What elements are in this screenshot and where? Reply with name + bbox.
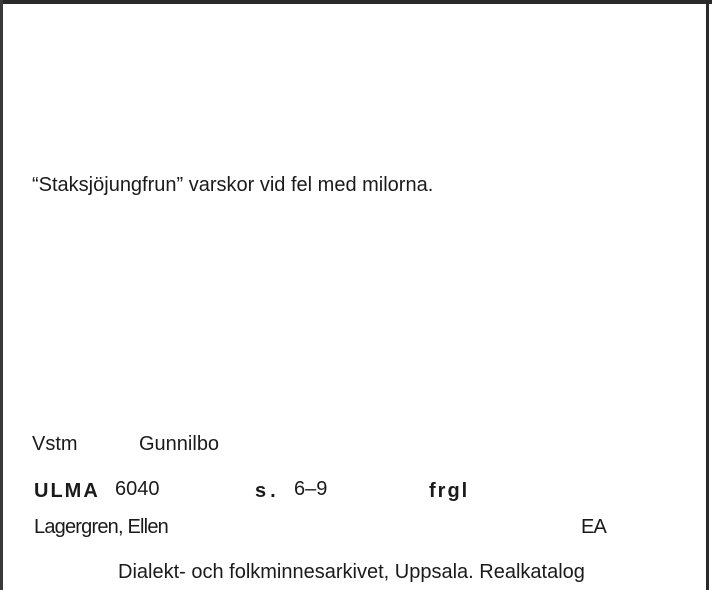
- region-label: Vstm: [32, 433, 78, 455]
- page-label: s.: [255, 480, 280, 502]
- archive-label: ULMA: [34, 480, 100, 502]
- archive-number: 6040: [115, 478, 160, 500]
- recorder-name: Lagergren, Ellen: [34, 516, 168, 538]
- parish-label: Gunnilbo: [139, 433, 220, 455]
- card-right-edge: [706, 0, 709, 590]
- recorder-initials: EA: [581, 516, 607, 538]
- card-title: “Staksjöjungfrun” varskor vid fel med milorna.: [32, 174, 434, 196]
- category-label: frgl: [429, 480, 470, 502]
- card-left-edge: [0, 0, 3, 590]
- page-range: 6–9: [294, 478, 328, 500]
- footer-archive-name: Dialekt- och folkminnesarkivet, Uppsala. Realkatalog: [118, 561, 585, 583]
- card-top-edge: [0, 0, 712, 4]
